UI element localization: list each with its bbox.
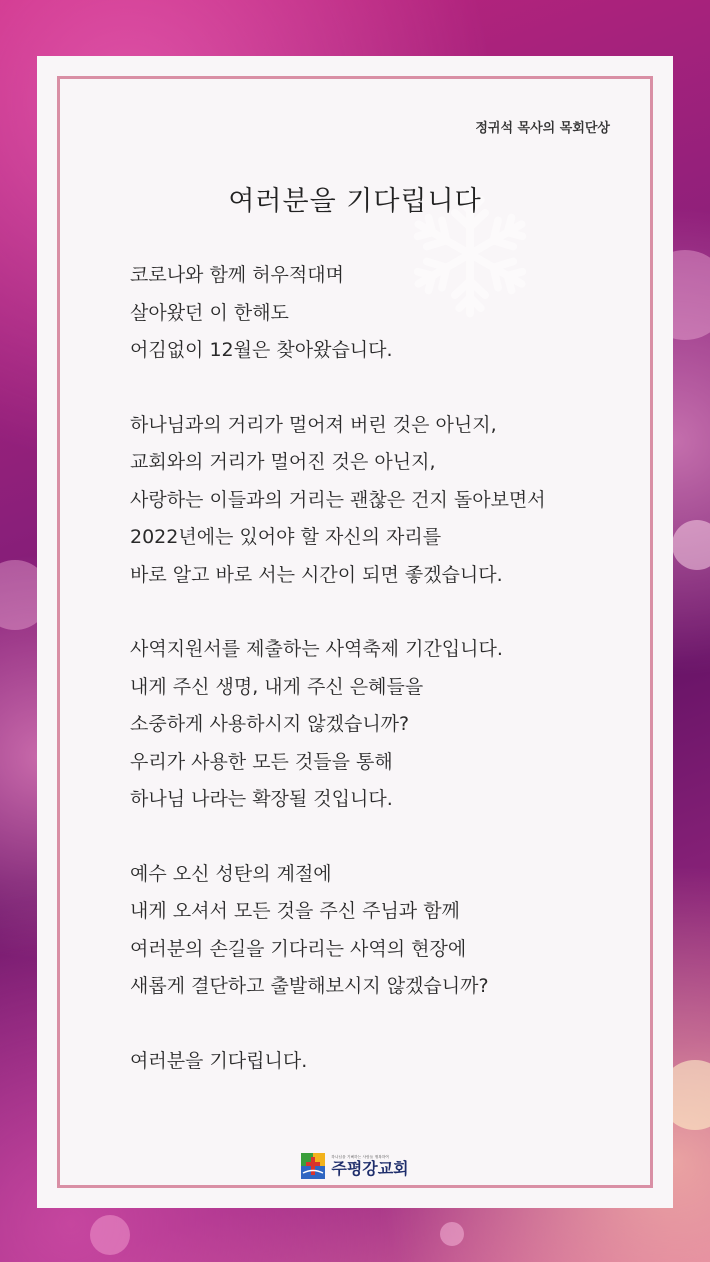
text-line: 2022년에는 있어야 할 자신의 자리를 — [130, 526, 442, 548]
text-line: 소중하게 사용하시지 않겠습니까? — [130, 713, 410, 735]
church-logo — [60, 1153, 650, 1179]
paragraph-2 — [130, 407, 620, 595]
logo-slogan: 하나님을 기뻐하는 사람들 행복하여 — [331, 1154, 390, 1159]
page-title: 여러분을 기다립니다 — [228, 186, 482, 217]
message-card — [37, 56, 673, 1208]
card-frame — [57, 76, 653, 1188]
text-line: 하나님 나라는 확장될 것입니다. — [130, 788, 393, 810]
paragraph-3 — [130, 631, 620, 819]
byline: 정귀석 목사의 목회단상 — [475, 121, 610, 136]
text-line: 여러분을 기다립니다. — [130, 1049, 308, 1072]
text-line: 살아왔던 이 한해도 — [130, 301, 289, 324]
paragraph-1 — [130, 257, 620, 370]
text-line: 하나님과의 거리가 멀어져 버린 것은 아닌지, — [130, 413, 497, 436]
church-logo-icon — [301, 1153, 325, 1179]
text-line: 내게 오셔서 모든 것을 주신 주님과 함께 — [130, 900, 460, 922]
text-line: 내게 주신 생명, 내게 주신 은혜들을 — [130, 675, 424, 698]
bokeh-light — [440, 1222, 464, 1246]
text-line: 예수 오신 성탄의 계절에 — [130, 862, 332, 885]
text-line: 코로나와 함께 허우적대며 — [130, 264, 344, 286]
text-line: 사랑하는 이들과의 거리는 괜찮은 건지 돌아보면서 — [130, 488, 546, 511]
bokeh-light — [90, 1215, 130, 1255]
text-line: 교회와의 거리가 멀어진 것은 아닌지, — [130, 451, 436, 473]
text-line: 새롭게 결단하고 출발해보시지 않겠습니까? — [130, 975, 489, 997]
paragraph-5 — [130, 1043, 620, 1081]
text-line: 우리가 사용한 모든 것들을 통해 — [130, 750, 393, 773]
text-line: 바로 알고 바로 서는 시간이 되면 좋겠습니다. — [130, 563, 503, 586]
text-line: 사역지원서를 제출하는 사역축제 기간입니다. — [130, 638, 503, 660]
text-line: 여러분의 손길을 기다리는 사역의 현장에 — [130, 937, 467, 960]
church-name: 주평강교회 — [331, 1158, 409, 1178]
message-body — [130, 257, 620, 1117]
text-line: 어김없이 12월은 찾아왔습니다. — [130, 339, 393, 361]
bokeh-light — [672, 520, 710, 570]
paragraph-4 — [130, 856, 620, 1006]
